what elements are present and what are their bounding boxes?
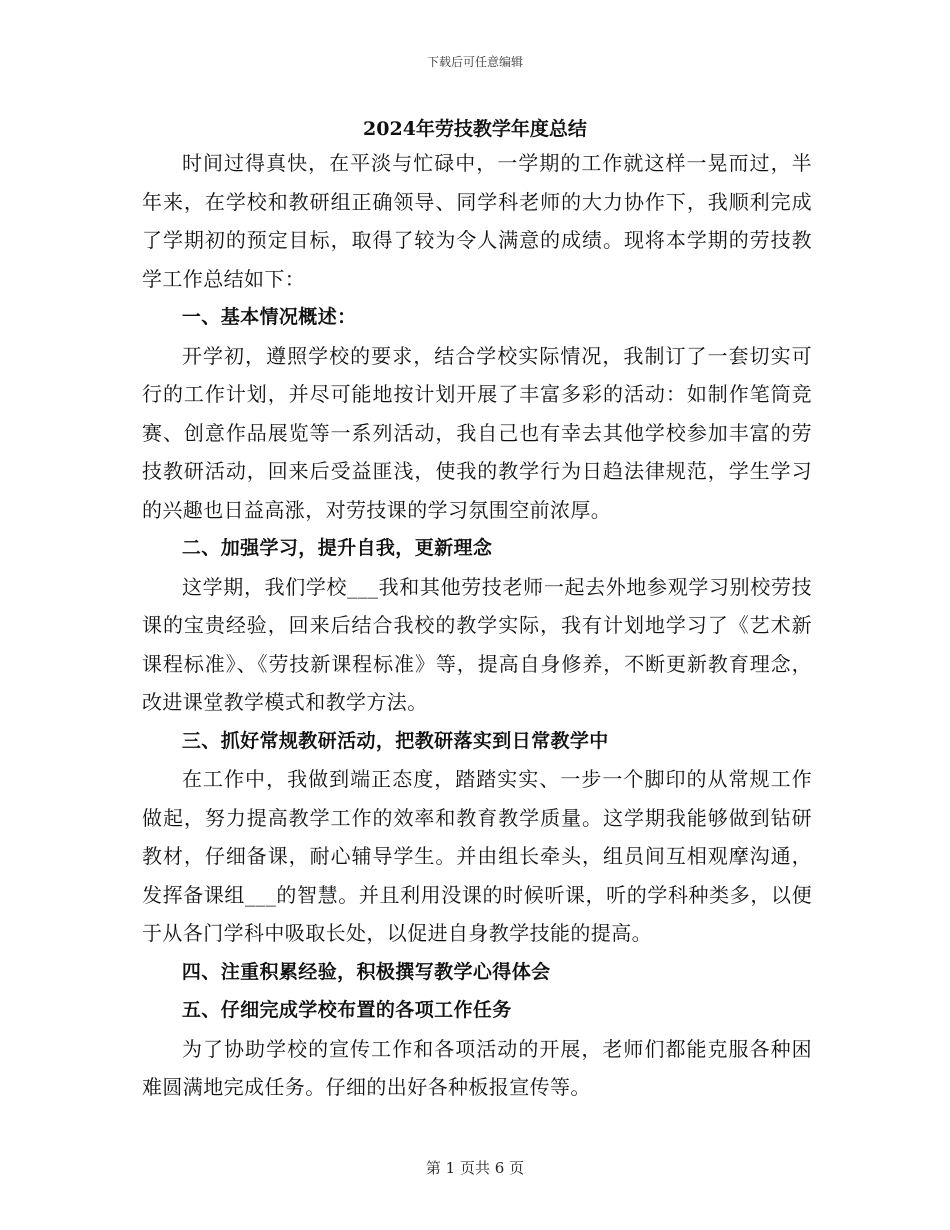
section-heading-3: 三、抓好常规教研活动，把教研落实到日常教学中 <box>181 729 609 752</box>
intro-paragraph: 时间过得真快，在平淡与忙碌中，一学期的工作就这样一晃而过，半年来，在学校和教研组正确领导、同学科老师的大力协作下，我顺利完成了学期初的预定目标，取得了较为令人满意的成绩。现将本学期的劳技教学工作总结如下： <box>142 151 812 291</box>
section-paragraph-5: 为了协助学校的宣传工作和各项活动的开展，老师们都能克服各种困难圆满地完成任务。仔细的出好各种板报宣传等。 <box>142 1036 812 1099</box>
section-heading-1: 一、基本情况概述： <box>181 306 357 328</box>
section-paragraph-2: 这学期，我们学校___我和其他劳技老师一起去外地参观学习别校劳技课的宝贵经验，回来后结合我校的教学实际，我有计划地学习了《艺术新课程标准》、《劳技新课程标准》等，提高自身修养，不断更新教育理念，改进课堂教学模式和教学方法。 <box>142 574 812 714</box>
section-heading-2: 二、加强学习，提升自我，更新理念 <box>181 537 493 559</box>
section-paragraph-3: 在工作中，我做到端正态度，踏踏实实、一步一个脚印的从常规工作做起，努力提高教学工作的效率和教育教学质量。这学期我能够做到钻研教材，仔细备课，耐心辅导学生。并由组长牵头，组员间互相观摩沟通，发挥备课组___的智慧。并且利用没课的时候听课，听的学科种类多，以便于从各门学科中吸取长处，以促进自身教学技能的提高。 <box>142 767 812 945</box>
section-paragraph-1: 开学初，遵照学校的要求，结合学校实际情况，我制订了一套切实可行的工作计划，并尽可能地按计划开展了丰富多彩的活动：如制作笔筒竞赛、创意作品展览等一系列活动，我自己也有幸去其他学校参加丰富的劳技教研活动，回来后受益匪浅，使我的教学行为日趋法律规范，学生学习的兴趣也日益高涨，对劳技课的学习氛围空前浓厚。 <box>142 343 812 522</box>
page-number-footer: 第 1 页共 6 页 <box>425 1159 525 1177</box>
section-heading-4: 四、注重积累经验，积极撰写教学心得体会 <box>181 960 551 983</box>
document-body <box>142 144 812 1107</box>
document-title: 2024年劳技教学年度总结 <box>363 118 587 140</box>
section-heading-5: 五、仔细完成学校布置的各项工作任务 <box>181 999 512 1021</box>
header-note: 下载后可任意编辑 <box>426 55 523 69</box>
